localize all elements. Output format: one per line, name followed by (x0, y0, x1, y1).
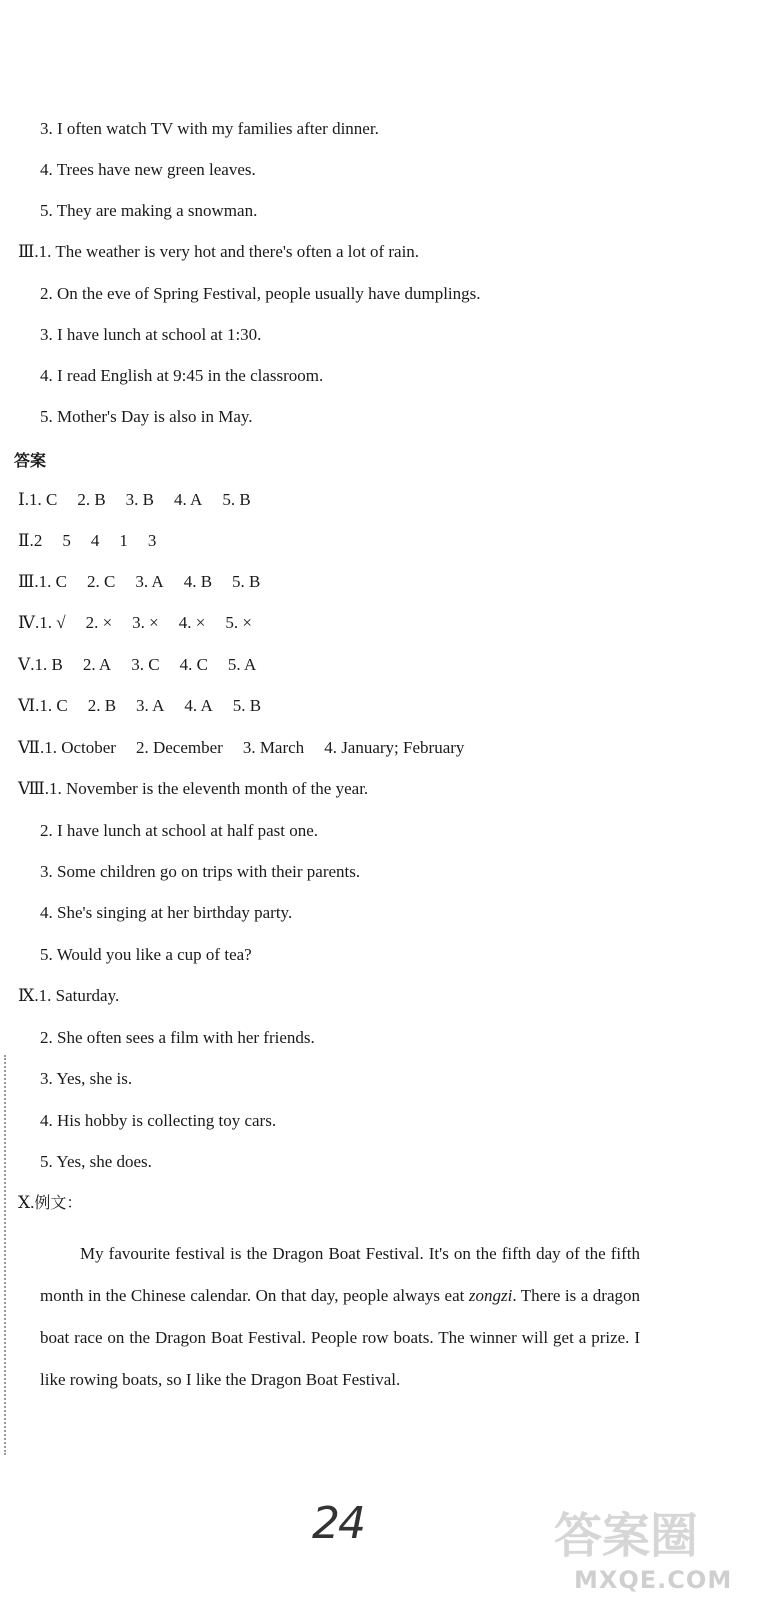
answers-heading: 答案 (14, 451, 47, 470)
watermark-logo-icon (548, 1500, 753, 1566)
section-numeral: Ⅲ. (18, 572, 39, 591)
answer-item: 4. January; February (324, 738, 465, 757)
answer-item: 1. √ (39, 613, 66, 632)
answer-row (18, 737, 464, 759)
section-line (18, 778, 368, 800)
text-line: 3. Some children go on trips with their parents. (40, 862, 361, 881)
text-line: 4. I read English at 9:45 in the classroom. (40, 366, 324, 385)
answer-item: 2. × (85, 613, 113, 632)
answer-item: 1. B (34, 655, 63, 674)
answer-item: 5 (62, 531, 71, 550)
essay-text: My favourite festival is the Dragon Boat Festival. It's on the fifth day of the fifth month in the Chinese calendar. On that day, people always eat (40, 1244, 640, 1305)
example-label: 例文： (34, 1193, 83, 1212)
answer-item: 4. B (183, 572, 213, 591)
answer-item: 4. C (179, 655, 208, 674)
margin-dotted-line (4, 1055, 6, 1455)
answer-item: 4 (90, 531, 100, 550)
section-line (18, 985, 119, 1007)
section-numeral: Ⅰ. (18, 490, 29, 509)
section-line (18, 1192, 82, 1214)
text-line: 3. Yes, she is. (40, 1069, 133, 1088)
section-numeral: Ⅴ. (18, 655, 35, 674)
answer-item: 2. December (135, 738, 223, 757)
text-line: 3. I have lunch at school at 1:30. (40, 325, 262, 344)
answer-item: 2 (33, 531, 43, 550)
text-line: 1. November is the eleventh month of the year. (49, 779, 369, 798)
answer-item: 5. A (227, 655, 257, 674)
answer-item: 2. B (77, 490, 106, 509)
text-line: 5. Yes, she does. (40, 1152, 152, 1171)
answer-item: 2. A (82, 655, 112, 674)
answer-item: 1. October (44, 738, 116, 757)
section-line (18, 241, 419, 263)
page-number: 24 (312, 1498, 364, 1549)
answer-item: 1. C (39, 696, 68, 715)
answer-item: 2. C (87, 572, 116, 591)
answer-item: 3. A (135, 572, 164, 591)
answer-item: 3 (147, 531, 157, 550)
answer-item: 4. × (178, 613, 206, 632)
answer-item: 5. B (232, 572, 261, 591)
text-line: 3. I often watch TV with my families after dinner. (40, 119, 379, 138)
answer-row (18, 654, 256, 676)
text-line: 1. The weather is very hot and there's often a lot of rain. (38, 242, 420, 261)
text-line: 2. She often sees a film with her friends. (40, 1028, 315, 1047)
answer-item: 4. A (184, 696, 213, 715)
answer-item: 3. C (131, 655, 160, 674)
text-line: 5. Would you like a cup of tea? (40, 945, 252, 964)
answer-row (18, 612, 252, 634)
answer-item: 3. A (136, 696, 165, 715)
section-numeral: Ⅷ. (18, 779, 50, 798)
example-essay (40, 1233, 640, 1401)
watermark (548, 1500, 753, 1595)
text-line: 4. His hobby is collecting toy cars. (40, 1111, 277, 1130)
text-line: 1. Saturday. (38, 986, 120, 1005)
section-numeral: Ⅶ. (18, 738, 45, 757)
answer-item: 3. × (132, 613, 159, 632)
section-numeral: Ⅵ. (18, 696, 40, 715)
answer-item: 1 (119, 531, 128, 550)
text-line: 4. She's singing at her birthday party. (40, 903, 293, 922)
text-line: 2. I have lunch at school at half past one. (40, 821, 319, 840)
answer-row (18, 530, 156, 552)
svg-text:答案圈: 答案圈 (554, 1508, 699, 1564)
section-numeral: Ⅸ. (18, 986, 39, 1005)
essay-italic-word: zongzi (468, 1286, 513, 1305)
section-numeral: Ⅱ. (18, 531, 34, 550)
answer-item: 5. × (225, 613, 252, 632)
answer-row (18, 571, 260, 593)
answer-item: 5. B (222, 490, 251, 509)
answer-item: 2. B (87, 696, 117, 715)
text-line: 5. Mother's Day is also in May. (40, 407, 253, 426)
text-line: 2. On the eve of Spring Festival, people usually have dumplings. (40, 284, 481, 303)
answer-item: 5. B (232, 696, 262, 715)
answer-row (18, 695, 261, 717)
essay-text: . There is a dragon boat race on the Dragon Boat Festival. People row boats. The winner will get a prize. I like rowing boats, so I like the Dragon Boat Festival. (40, 1286, 640, 1389)
answer-item: 3. B (125, 490, 154, 509)
answer-row (18, 489, 251, 511)
answer-item: 4. A (174, 490, 203, 509)
answer-item: 1. C (28, 490, 58, 509)
answer-item: 1. C (38, 572, 67, 591)
section-numeral: Ⅳ. (18, 613, 40, 632)
answer-item: 3. March (242, 738, 305, 757)
watermark-text: MXQE.COM (574, 1566, 733, 1594)
section-numeral: Ⅹ. (18, 1193, 35, 1212)
text-line: 5. They are making a snowman. (40, 201, 258, 220)
section-numeral: Ⅲ. (18, 242, 39, 261)
text-line: 4. Trees have new green leaves. (40, 160, 256, 179)
